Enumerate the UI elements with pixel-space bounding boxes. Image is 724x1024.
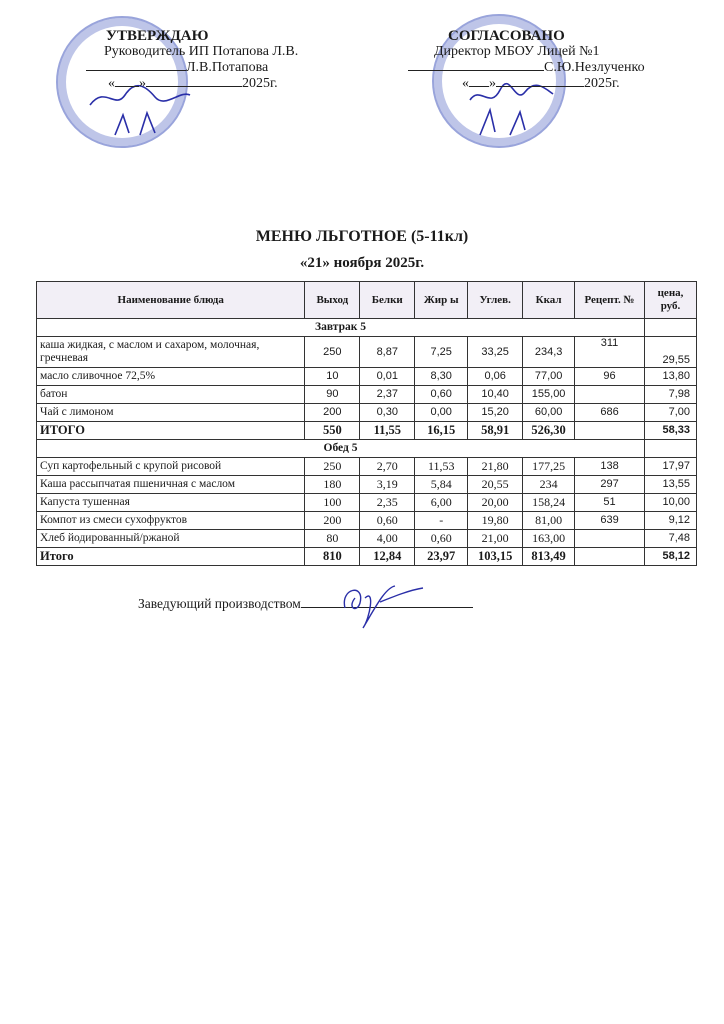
total-row-breakfast: ИТОГО 550 11,55 16,15 58,91 526,30 58,33 (37, 422, 697, 440)
footer-label: Заведующий производством (138, 596, 301, 611)
approval-left-signer: Л.В.Потапова (186, 60, 269, 75)
col-header-kcal: Ккал (523, 282, 575, 319)
dish-name: Чай с лимоном (37, 404, 305, 422)
approval-right-date-line: « » 2025г. (462, 76, 620, 91)
section-label: Завтрак 5 (37, 319, 645, 337)
section-row-lunch (37, 440, 697, 458)
dish-name: батон (37, 386, 305, 404)
table-header-row (37, 282, 697, 319)
menu-table (36, 281, 697, 566)
approval-right-title: СОГЛАСОВАНО (448, 28, 565, 44)
table-row: каша жидкая, с маслом и сахаром, молочная, гречневая 250 8,87 7,25 33,25 234,3 311 29,55 (37, 337, 697, 368)
approval-right (408, 28, 708, 92)
dish-name: Каша рассыпчатая пшеничная с маслом (37, 476, 305, 494)
approval-left-signer-line (86, 60, 386, 76)
approval-left-year: 2025г. (242, 76, 278, 91)
section-label: Обед 5 (37, 440, 645, 458)
total-label: Итого (37, 548, 305, 566)
table-row: Суп картофельный с крупой рисовой 250 2,70 11,53 21,80 177,25 138 17,97 (37, 458, 697, 476)
section-row-breakfast (37, 319, 697, 337)
document-title: МЕНЮ ЛЬГОТНОЕ (5-11кл) (255, 228, 469, 245)
approval-left-title: УТВЕРЖДАЮ (106, 28, 209, 44)
approval-right-year: 2025г. (584, 76, 620, 91)
table-row: батон 90 2,37 0,60 10,40 155,00 7,98 (37, 386, 697, 404)
dish-name: каша жидкая, с маслом и сахаром, молочная, гречневая (37, 337, 305, 368)
document-date: «21» ноября 2025г. (299, 255, 425, 271)
signature-footer-icon (335, 578, 425, 634)
col-header-recipe: Рецепт. № (575, 282, 645, 319)
approval-right-signer: С.Ю.Незлученко (544, 60, 645, 75)
col-header-carbs: Углев. (468, 282, 523, 319)
dish-name: масло сливочное 72,5% (37, 368, 305, 386)
col-header-price: цена, руб. (645, 282, 697, 319)
total-label: ИТОГО (37, 422, 305, 440)
dish-name: Компот из смеси сухофруктов (37, 512, 305, 530)
dish-name: Суп картофельный с крупой рисовой (37, 458, 305, 476)
table-row: Каша рассыпчатая пшеничная с маслом 180 3,19 5,84 20,55 234 297 13,55 (37, 476, 697, 494)
table-row: Капуста тушенная 100 2,35 6,00 20,00 158,24 51 10,00 (37, 494, 697, 512)
table-row: Компот из смеси сухофруктов 200 0,60 - 19,80 81,00 639 9,12 (37, 512, 697, 530)
approval-left-position: Руководитель ИП Потапова Л.В. (104, 44, 299, 59)
approval-right-signer-line (408, 60, 708, 76)
dish-name: Капуста тушенная (37, 494, 305, 512)
total-row-lunch: Итого 810 12,84 23,97 103,15 813,49 58,12 (37, 548, 697, 566)
approval-left (86, 28, 386, 92)
col-header-protein: Белки (360, 282, 415, 319)
col-header-fat: Жир ы (415, 282, 468, 319)
dish-name: Хлеб йодированный/ржаной (37, 530, 305, 548)
approval-left-date-line: « » 2025г. (108, 76, 278, 91)
table-row: Чай с лимоном 200 0,30 0,00 15,20 60,00 686 7,00 (37, 404, 697, 422)
col-header-output: Выход (305, 282, 360, 319)
col-header-name: Наименование блюда (37, 282, 305, 319)
approval-right-position: Директор МБОУ Лицей №1 (434, 44, 600, 59)
table-row: Хлеб йодированный/ржаной 80 4,00 0,60 21,00 163,00 7,48 (37, 530, 697, 548)
table-row: масло сливочное 72,5% 10 0,01 8,30 0,06 77,00 96 13,80 (37, 368, 697, 386)
